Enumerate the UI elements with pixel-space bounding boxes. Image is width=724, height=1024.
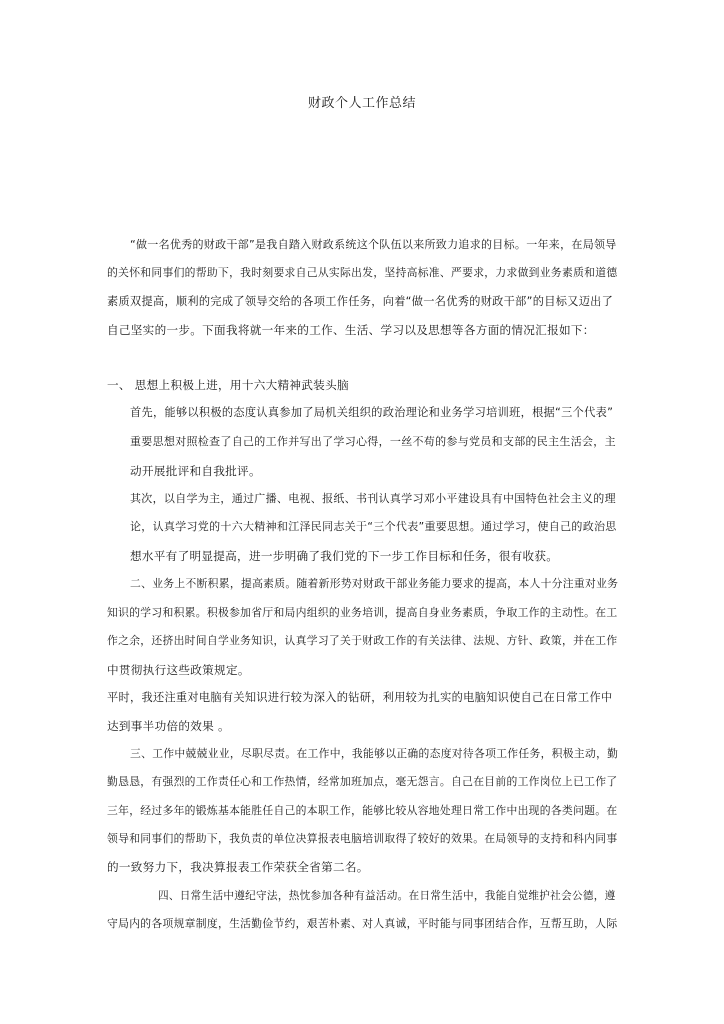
- paragraph-line: 动开展批评和自我批评。: [130, 464, 261, 478]
- paragraph-line: 的一致努力下，我决算报表工作荣获全省第二名。: [107, 860, 369, 874]
- paragraph-line: 首先，能够以积极的态度认真参加了局机关组织的政治理论和业务学习培训班，根据“三个代表”: [130, 406, 614, 419]
- paragraph-line: 中贯彻执行这些政策规定。: [107, 663, 250, 677]
- paragraph-line: 领导和同事们的帮助下，我负责的单位决算报表电脑培训取得了较好的效果。在局领导的支持和科内同事: [107, 832, 618, 845]
- paragraph-line: “做一名优秀的财政干部”是我自踏入财政系统这个队伍以来所致力追求的目标。一年来，在局领导: [130, 238, 617, 251]
- section-heading: 一、 思想上积极上进，用十六大精神武装头脑: [107, 378, 349, 392]
- paragraph-line: 守局内的各项规章制度，生活勤俭节约，艰苦朴素、对人真诚，平时能与同事团结合作，互帮互助，人际: [107, 917, 618, 930]
- paragraph-line: 四、日常生活中遵纪守法，热忱参加各种有益活动。在日常生活中，我能自觉维护社会公德，遵: [158, 890, 616, 902]
- paragraph-line: 自己坚实的一步。下面我将就一年来的工作、生活、学习以及思想等各方面的情况汇报如下：: [107, 323, 595, 337]
- paragraph-line: 二、业务上不断积累，提高素质。随着新形势对财政干部业务能力要求的提高，本人十分注重对业务: [130, 577, 619, 590]
- paragraph-line: 三年，经过多年的锻炼基本能胜任自己的本职工作，能够比较从容地处理日常工作中出现的各类问题。在: [107, 804, 618, 817]
- paragraph-line: 达到事半功倍的效果 。: [107, 719, 230, 733]
- paragraph-line: 的关怀和同事们的帮助下，我时刻要求自己从实际出发，坚持高标准、严要求，力求做到业务素质和道德: [107, 266, 618, 279]
- paragraph-line: 论，认真学习党的十六大精神和江泽民同志关于“三个代表”重要思想。通过学习，使自己的政治思: [130, 520, 617, 533]
- paragraph-line: 知识的学习和积累。积极参加省厅和局内组织的业务培训，提高自身业务素质，争取工作的主动性。在工: [107, 606, 618, 619]
- paragraph-line: 其次，以自学为主，通过广播、电视、报纸、书刊认真学习邓小平建设具有中国特色社会主义的理: [130, 492, 616, 505]
- paragraph-line: 重要思想对照检查了自己的工作并写出了学习心得，一丝不苟的参与党员和支部的民主生活会，主: [130, 435, 616, 448]
- paragraph-line: 勤恳恳，有强烈的工作责任心和工作热情，经常加班加点，毫无怨言。自己在目前的工作岗位上已工作了: [107, 775, 618, 788]
- paragraph-line: 平时，我还注重对电脑有关知识进行较为深入的钻研，利用较为扎实的电脑知识使自己在日常工作中: [107, 691, 613, 704]
- paragraph-line: 三、工作中兢兢业业，尽职尽责。在工作中，我能够以正确的态度对待各项工作任务，积极主动，勤: [130, 747, 619, 760]
- paragraph-line: 作之余，还挤出时间自学业务知识，认真学习了关于财政工作的有关法律、法规、方针、政策，并在工作: [107, 634, 618, 647]
- document-title: 财政个人工作总结: [307, 96, 416, 111]
- paragraph-line: 素质双提高，顺利的完成了领导交给的各项工作任务，向着“做一名优秀的财政干部”的目标又迈出了: [107, 295, 614, 308]
- paragraph-line: 想水平有了明显提高，进一步明确了我们党的下一步工作目标和任务，很有收获。: [130, 549, 559, 563]
